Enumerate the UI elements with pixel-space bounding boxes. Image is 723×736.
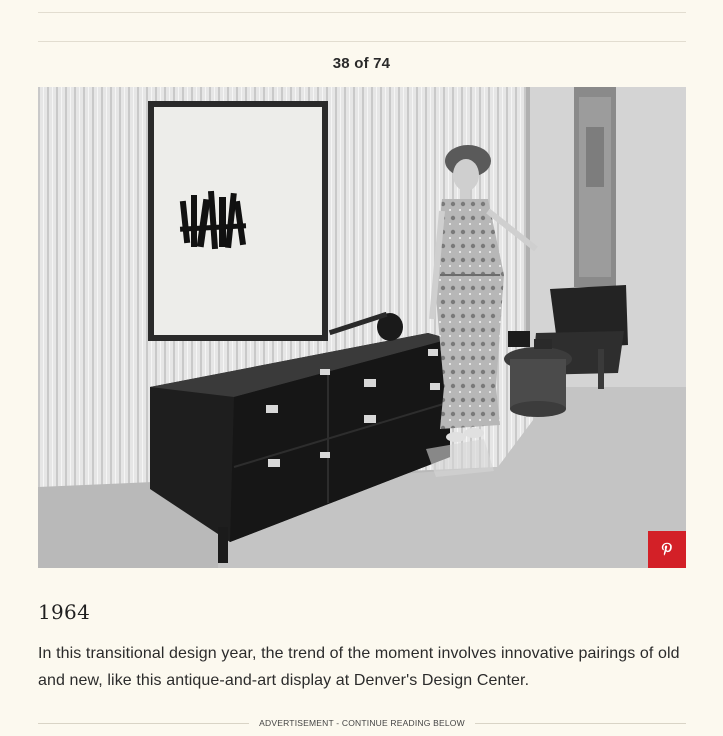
slide-title: 1964 <box>38 600 91 624</box>
pin-button[interactable] <box>648 531 686 568</box>
slide-counter: 38 of 74 <box>332 55 391 72</box>
top-divider <box>38 12 686 13</box>
ad-divider-line-right <box>475 723 686 724</box>
advertisement-divider <box>38 716 686 730</box>
pinterest-icon <box>660 542 674 558</box>
counter-divider <box>38 41 686 42</box>
advertisement-label: ADVERTISEMENT - CONTINUE READING BELOW <box>259 718 465 728</box>
slide-image[interactable] <box>38 87 686 568</box>
showroom-photo <box>38 87 686 568</box>
ad-divider-line-left <box>38 723 249 724</box>
slide-caption: In this transitional design year, the trend of the moment involves innovative pairings of old and new, like this antique-and-art display at Denver's Design Center. <box>38 645 680 689</box>
